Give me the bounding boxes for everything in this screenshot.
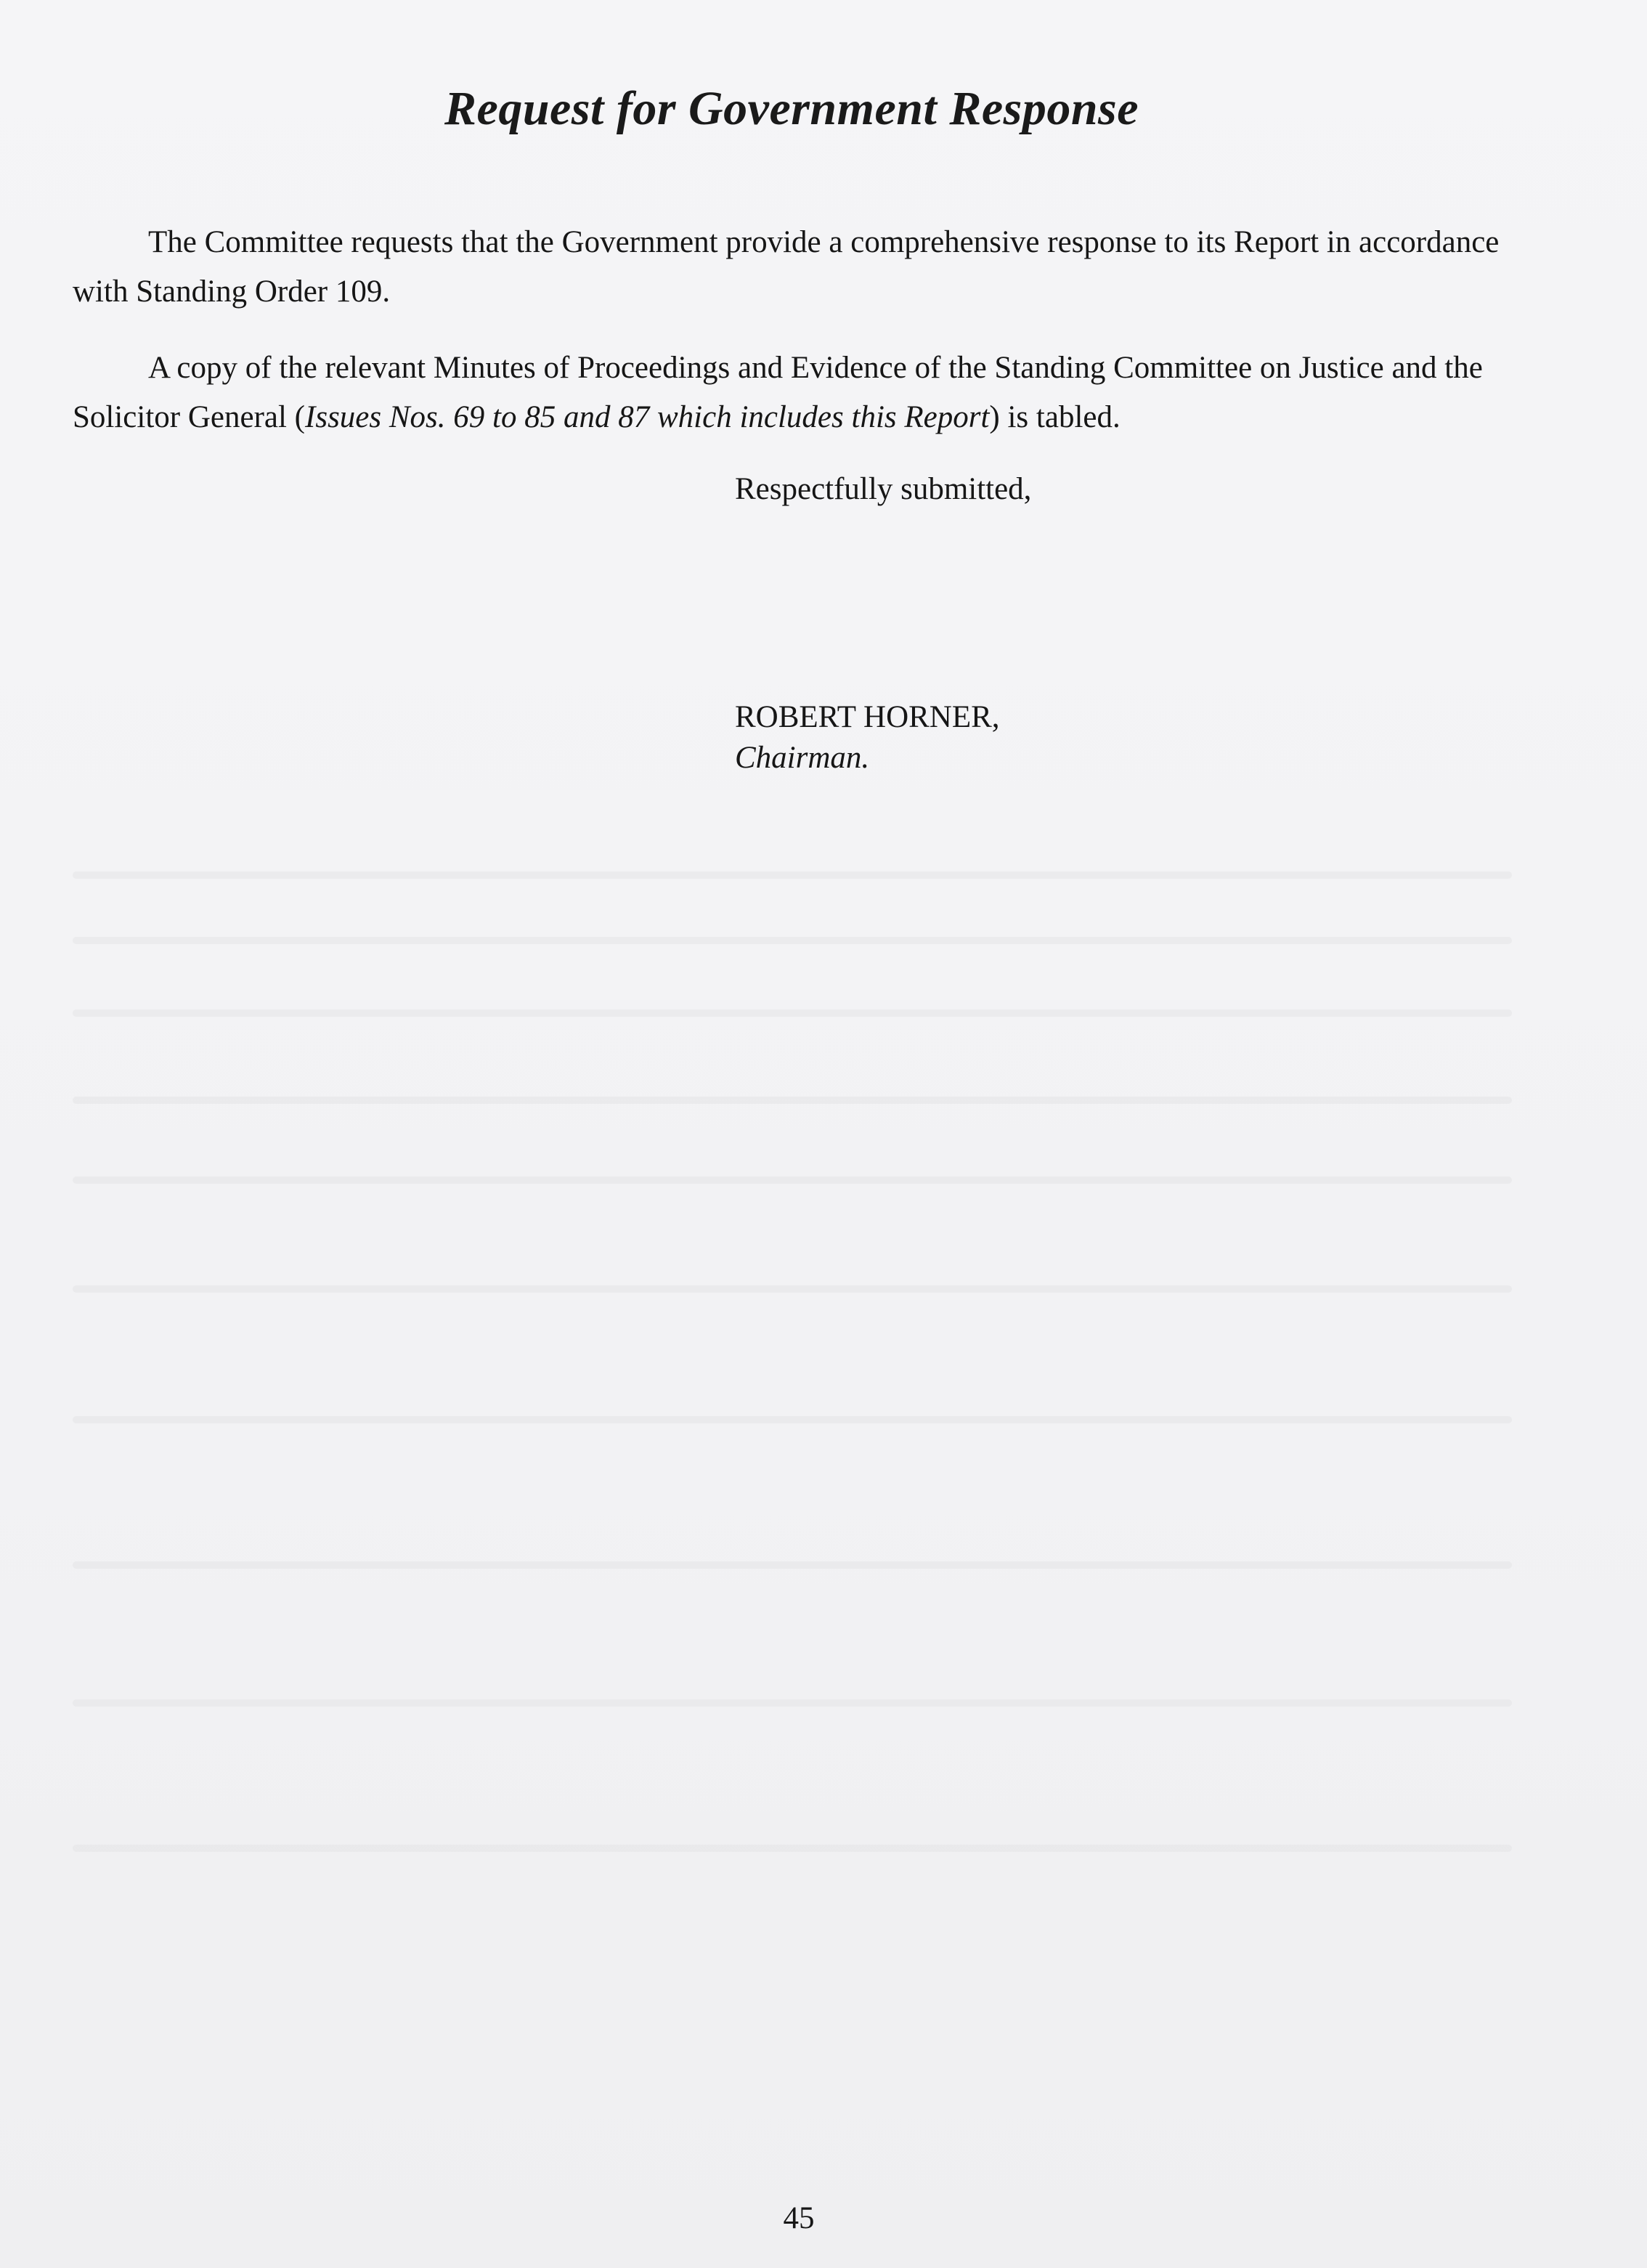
- show-through-line: [73, 1699, 1512, 1707]
- show-through-line: [73, 1097, 1512, 1104]
- tabled-paragraph-issues: Issues Nos. 69 to 85 and 87 which includes this Report: [305, 400, 990, 434]
- signatory-name: ROBERT HORNER,: [735, 700, 1000, 734]
- show-through-line: [73, 1845, 1512, 1852]
- tabled-paragraph-text-start: A copy of the relevant Minutes of Proceedings and Evidence of the Standing Committee on Justice and the Solicitor General (: [73, 351, 1483, 434]
- signatory-role: Chairman.: [735, 741, 870, 775]
- page-number: 45: [783, 2201, 815, 2235]
- document-title: Request for Government Response: [444, 82, 1139, 135]
- request-paragraph: [73, 218, 1512, 317]
- show-through-line: [73, 1285, 1512, 1293]
- show-through-line: [73, 1176, 1512, 1184]
- show-through-line: [73, 937, 1512, 944]
- show-through-line: [73, 1009, 1512, 1017]
- request-paragraph-text: The Committee requests that the Government provide a comprehensive response to its Report in accordance with Standing Order 109.: [73, 225, 1500, 309]
- show-through-line: [73, 1561, 1512, 1569]
- signoff-text: Respectfully submitted,: [735, 472, 1032, 506]
- show-through-line: [73, 1416, 1512, 1423]
- tabled-paragraph: [73, 344, 1512, 442]
- tabled-paragraph-text-end: ) is tabled.: [989, 400, 1121, 434]
- show-through-line: [73, 871, 1512, 879]
